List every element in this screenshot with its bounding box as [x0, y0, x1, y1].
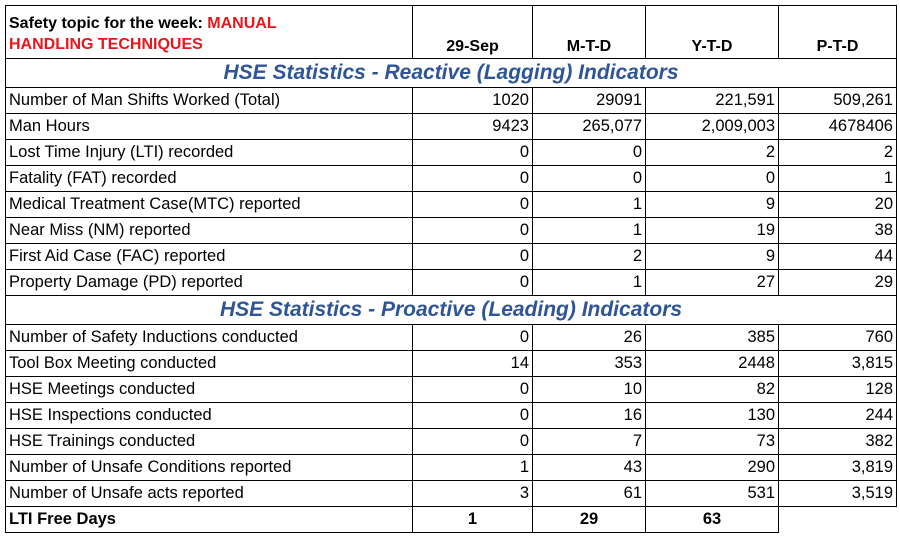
- row-label: Lost Time Injury (LTI) recorded: [6, 140, 413, 166]
- table-row: [6, 114, 897, 140]
- table-row: [6, 403, 897, 429]
- row-label: Tool Box Meeting conducted: [6, 351, 413, 377]
- table-row: [6, 429, 897, 455]
- lti-free-days-ptd-blank: [779, 507, 897, 533]
- lti-free-days-row: [6, 507, 897, 533]
- table-row: [6, 192, 897, 218]
- row-value: 382: [779, 429, 897, 455]
- reactive-section-header: [6, 59, 897, 88]
- row-value: 2448: [646, 351, 779, 377]
- row-value: 0: [533, 140, 646, 166]
- safety-topic-cell: [6, 6, 413, 59]
- row-value: 385: [646, 325, 779, 351]
- row-label: Medical Treatment Case(MTC) reported: [6, 192, 413, 218]
- row-value: 0: [533, 166, 646, 192]
- row-value: 2: [533, 244, 646, 270]
- row-label: HSE Inspections conducted: [6, 403, 413, 429]
- row-value: 0: [413, 166, 533, 192]
- row-value: 531: [646, 481, 779, 507]
- table-row: [6, 140, 897, 166]
- row-label: Number of Man Shifts Worked (Total): [6, 88, 413, 114]
- table-row: [6, 325, 897, 351]
- table-row: [6, 377, 897, 403]
- row-value: 2,009,003: [646, 114, 779, 140]
- row-value: 0: [413, 140, 533, 166]
- lti-free-days-ytd: 63: [646, 507, 779, 533]
- row-value: 128: [779, 377, 897, 403]
- proactive-section-title: HSE Statistics - Proactive (Leading) Indicators: [6, 296, 897, 325]
- row-value: 1: [533, 270, 646, 296]
- row-label: Property Damage (PD) reported: [6, 270, 413, 296]
- row-label: Number of Unsafe acts reported: [6, 481, 413, 507]
- header-row: [6, 6, 897, 59]
- row-value: 7: [533, 429, 646, 455]
- row-value: 4678406: [779, 114, 897, 140]
- row-value: 0: [413, 270, 533, 296]
- row-value: 10: [533, 377, 646, 403]
- row-value: 9: [646, 192, 779, 218]
- row-value: 0: [413, 429, 533, 455]
- row-value: 1: [533, 192, 646, 218]
- table-row: [6, 455, 897, 481]
- table-row: [6, 351, 897, 377]
- row-label: Fatality (FAT) recorded: [6, 166, 413, 192]
- lti-free-days-label: LTI Free Days: [6, 507, 413, 533]
- table-row: [6, 481, 897, 507]
- row-value: 760: [779, 325, 897, 351]
- row-label: Number of Unsafe Conditions reported: [6, 455, 413, 481]
- row-value: 290: [646, 455, 779, 481]
- row-value: 73: [646, 429, 779, 455]
- proactive-section-header: [6, 296, 897, 325]
- row-value: 29: [779, 270, 897, 296]
- table-row: [6, 218, 897, 244]
- row-value: 61: [533, 481, 646, 507]
- row-label: Number of Safety Inductions conducted: [6, 325, 413, 351]
- row-value: 221,591: [646, 88, 779, 114]
- row-value: 16: [533, 403, 646, 429]
- row-value: 43: [533, 455, 646, 481]
- row-value: 509,261: [779, 88, 897, 114]
- row-value: 1020: [413, 88, 533, 114]
- row-value: 38: [779, 218, 897, 244]
- row-label: HSE Trainings conducted: [6, 429, 413, 455]
- lti-free-days-mtd: 29: [533, 507, 646, 533]
- row-value: 130: [646, 403, 779, 429]
- row-value: 0: [413, 325, 533, 351]
- row-value: 27: [646, 270, 779, 296]
- row-value: 2: [646, 140, 779, 166]
- row-value: 0: [413, 244, 533, 270]
- table-row: [6, 88, 897, 114]
- lti-free-days-29-sep: 1: [413, 507, 533, 533]
- column-header-ytd: Y-T-D: [646, 6, 779, 59]
- row-value: 0: [646, 166, 779, 192]
- row-value: 1: [533, 218, 646, 244]
- row-value: 0: [413, 377, 533, 403]
- table-row: [6, 166, 897, 192]
- row-value: 0: [413, 403, 533, 429]
- row-value: 82: [646, 377, 779, 403]
- row-value: 9423: [413, 114, 533, 140]
- row-value: 9: [646, 244, 779, 270]
- table-row: [6, 270, 897, 296]
- row-value: 3,819: [779, 455, 897, 481]
- row-value: 265,077: [533, 114, 646, 140]
- row-value: 14: [413, 351, 533, 377]
- safety-topic-highlight-line2: HANDLING TECHNIQUES: [9, 36, 203, 54]
- row-label: Near Miss (NM) reported: [6, 218, 413, 244]
- row-value: 0: [413, 192, 533, 218]
- row-value: 1: [413, 455, 533, 481]
- hse-statistics-table: [5, 5, 897, 533]
- row-value: 20: [779, 192, 897, 218]
- row-value: 26: [533, 325, 646, 351]
- row-value: 2: [779, 140, 897, 166]
- row-value: 0: [413, 218, 533, 244]
- row-value: 44: [779, 244, 897, 270]
- row-value: 353: [533, 351, 646, 377]
- row-value: 3,519: [779, 481, 897, 507]
- reactive-section-title: HSE Statistics - Reactive (Lagging) Indicators: [6, 59, 897, 88]
- row-value: 244: [779, 403, 897, 429]
- row-value: 3,815: [779, 351, 897, 377]
- safety-topic-prefix: Safety topic for the week:: [9, 14, 208, 32]
- row-label: Man Hours: [6, 114, 413, 140]
- safety-topic-highlight-line1: MANUAL: [207, 14, 277, 32]
- column-header-ptd: P-T-D: [779, 6, 897, 59]
- row-label: HSE Meetings conducted: [6, 377, 413, 403]
- row-value: 29091: [533, 88, 646, 114]
- column-header-29-sep: 29-Sep: [413, 6, 533, 59]
- row-label: First Aid Case (FAC) reported: [6, 244, 413, 270]
- table-row: [6, 244, 897, 270]
- row-value: 3: [413, 481, 533, 507]
- column-header-mtd: M-T-D: [533, 6, 646, 59]
- row-value: 1: [779, 166, 897, 192]
- row-value: 19: [646, 218, 779, 244]
